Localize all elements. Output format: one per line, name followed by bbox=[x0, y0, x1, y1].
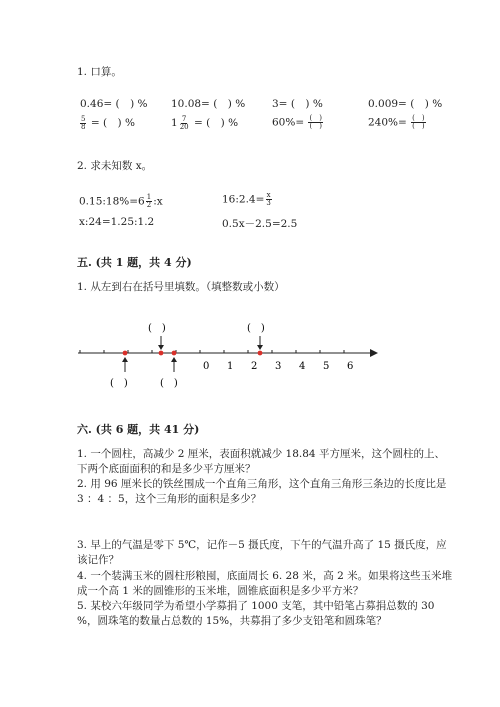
section1-title: 1. 口算。 bbox=[77, 66, 122, 78]
section6-heading: 六. (共 6 题，共 41 分) bbox=[77, 423, 200, 436]
tick-label: 5 bbox=[323, 361, 330, 372]
arrow-down-icon bbox=[158, 345, 164, 350]
section5-question-1: 1. 从左到右在括号里填数。（填整数或小数） bbox=[77, 281, 285, 293]
section2-title: 2. 求未知数 x。 bbox=[77, 160, 153, 172]
bracket-bottom-2: ( ) bbox=[160, 378, 178, 389]
marker-point-1 bbox=[123, 351, 128, 356]
tick-label: 6 bbox=[347, 361, 354, 372]
oral-item-7: 60%= $\frac{( )}{( )}$ bbox=[272, 114, 322, 130]
marker-point-3 bbox=[172, 351, 177, 356]
problem-line-8: 成一个高 1 米的圆锥形的玉米堆，圆锥底面积是多少平方米？ bbox=[77, 585, 364, 597]
bracket-top-1: ( ) bbox=[148, 323, 166, 334]
oral-item-4: 0.009= ( ) % bbox=[368, 98, 443, 110]
marker-point-2 bbox=[159, 351, 164, 356]
oral-item-5: $\frac{5}{8}$ = ( ) % bbox=[81, 114, 135, 131]
problem-line-10: %，圆珠笔的数量占总数的 15%，共募捐了多少支铅笔和圆珠笔？ bbox=[77, 615, 387, 627]
arrow-up-icon bbox=[171, 357, 177, 362]
problem-line-1: 1. 一个圆柱，高减少 2 厘米，表面积就减少 18.84 平方厘米，这个圆柱的上、 bbox=[77, 448, 445, 460]
oral-item-6: 1 $\frac{7}{20}$ = ( ) % bbox=[171, 114, 239, 131]
oral-item-2: 10.08= ( ) % bbox=[171, 98, 246, 110]
problem-line-6: 该记作？ bbox=[77, 554, 119, 566]
tick-label: 4 bbox=[299, 361, 306, 372]
tick-label: 1 bbox=[227, 361, 234, 372]
arrow-right-icon bbox=[370, 349, 378, 357]
oral-item-1: 0.46= ( ) % bbox=[80, 98, 148, 110]
equation-2: 16:2.4= $\frac{x}{3}$ bbox=[222, 191, 271, 207]
tick-label: 0 bbox=[203, 361, 210, 372]
number-line bbox=[70, 318, 390, 390]
problem-line-9: 5. 某校六年级同学为希望小学募捐了 1000 支笔，其中铅笔占募捐总数的 30 bbox=[77, 600, 435, 612]
oral-item-8: 240%= $\frac{( )}{( )}$ bbox=[368, 114, 425, 130]
problem-line-4: 3 ：4 ：5，这个三角形的面积是多少？ bbox=[77, 493, 262, 505]
equation-4: 0.5x－2.5=2.5 bbox=[222, 218, 298, 230]
bracket-top-2: ( ) bbox=[247, 323, 265, 334]
equation-3: x:24=1.25:1.2 bbox=[79, 216, 155, 228]
problem-line-7: 4. 一个装满玉米的圆柱形粮囤，底面周长 6. 28 米，高 2 米。如果将这些玉米堆 bbox=[77, 570, 453, 582]
tick-label: 3 bbox=[275, 361, 282, 372]
arrow-up-icon bbox=[122, 357, 128, 362]
section5-heading: 五. (共 1 题，共 4 分) bbox=[77, 256, 192, 269]
problem-line-5: 3. 早上的气温是零下 5℃，记作－5 摄氏度，下午的气温升高了 15 摄氏度，应 bbox=[77, 539, 447, 551]
problem-line-2: 下两个底面面积的和是多少平方厘米？ bbox=[77, 463, 256, 475]
oral-item-3: 3= ( ) % bbox=[272, 98, 323, 110]
marker-point-4 bbox=[258, 351, 263, 356]
arrow-down-icon bbox=[257, 345, 263, 350]
problem-line-3: 2. 用 96 厘米长的铁丝围成一个直角三角形，这个直角三角形三条边的长度比是 bbox=[77, 478, 447, 490]
bracket-bottom-1: ( ) bbox=[110, 378, 128, 389]
tick-label: 2 bbox=[251, 361, 258, 372]
equation-1: 0.15:18%=6 $\frac{1}{2}$ :x bbox=[79, 193, 163, 209]
